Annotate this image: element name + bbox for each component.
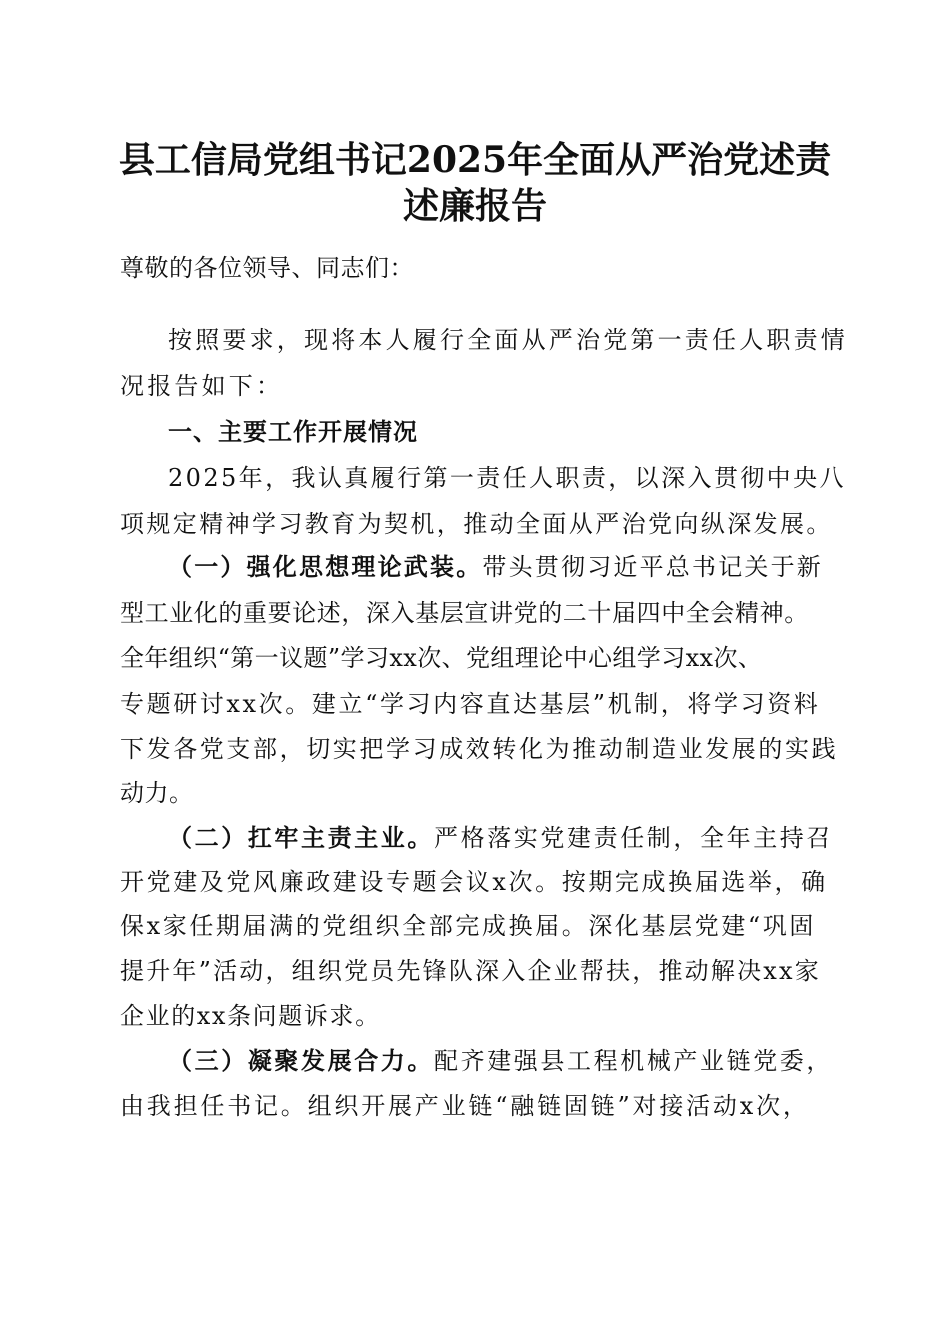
document-title-line-1: 县工信局党组书记2025年全面从严治党述责 (118, 139, 832, 181)
subsection-1-line-2: 型工业化的重要论述，深入基层宣讲党的二十届四中全会精神。 (120, 599, 809, 627)
subsection-2-line-2: 开党建及党风廉政建设专题会议x次。按期完成换届选举，确 (120, 868, 828, 896)
subsection-2-heading: （二）扛牢主责主业。 (168, 823, 434, 852)
subsection-3-line-1 (168, 1045, 833, 1077)
section-1-paragraph-line-1: 2025年，我认真履行第一责任人职责，以深入贯彻中央八 (168, 464, 846, 492)
subsection-1-line-5: 下发各党支部，切实把学习成效转化为推动制造业发展的实践 (120, 735, 839, 763)
subsection-2-line-1-text: 严格落实党建责任制，全年主持召 (434, 824, 833, 852)
intro-paragraph-line-2: 况报告如下： (120, 372, 284, 400)
subsection-1-line-1 (168, 551, 823, 583)
subsection-3-heading: （三）凝聚发展合力。 (168, 1046, 434, 1075)
subsection-2-line-1 (168, 822, 833, 854)
document-title-line-2: 述廉报告 (402, 185, 547, 227)
subsection-1-heading: （一）强化思想理论武装。 (168, 552, 483, 581)
intro-paragraph-line-1: 按照要求，现将本人履行全面从严治党第一责任人职责情 (168, 326, 848, 354)
salutation: 尊敬的各位领导、同志们： (120, 254, 414, 282)
subsection-1-line-1-text: 带头贯彻习近平总书记关于新 (482, 553, 824, 581)
subsection-2-line-3: 保x家任期届满的党组织全部完成换届。深化基层党建“巩固 (120, 912, 817, 940)
section-1-heading: 一、主要工作开展情况 (168, 418, 418, 446)
section-1-paragraph-line-2: 项规定精神学习教育为契机，推动全面从严治党向纵深发展。 (120, 510, 833, 538)
subsection-2-line-5: 企业的xx条问题诉求。 (120, 1002, 381, 1030)
subsection-3-line-1-text: 配齐建强县工程机械产业链党委， (434, 1047, 833, 1075)
subsection-1-line-6: 动力。 (120, 779, 194, 807)
subsection-3-line-2: 由我担任书记。组织开展产业链“融链固链”对接活动x次， (120, 1092, 810, 1120)
subsection-1-line-4: 专题研讨xx次。建立“学习内容直达基层”机制，将学习资料 (120, 690, 821, 718)
subsection-1-line-3: 全年组织“第一议题”学习xx次、党组理论中心组学习xx次、 (120, 644, 763, 672)
subsection-2-line-4: 提升年”活动，组织党员先锋队深入企业帮扶，推动解决xx家 (120, 957, 821, 985)
